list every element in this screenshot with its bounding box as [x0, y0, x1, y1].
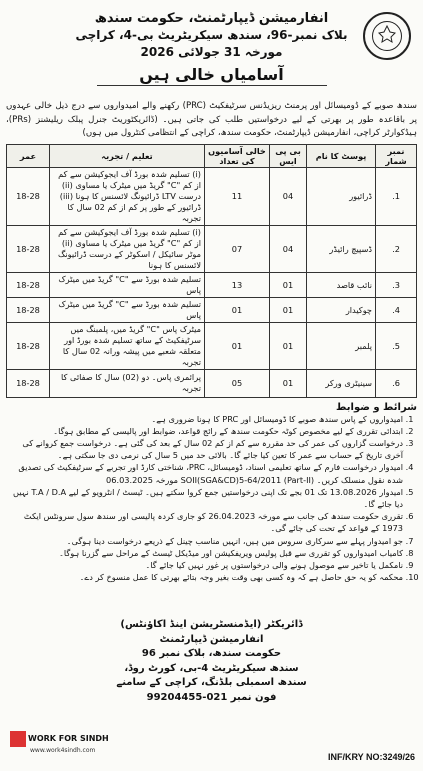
cell-sno: 5.: [376, 322, 417, 369]
signatory-block: [6, 618, 417, 705]
cell-post: ڈرائیور: [307, 167, 376, 225]
list-item: 9. نامکمل یا تاخیر سے موصول ہونے والی درخواستوں پر غور نہیں کیا جائے گا۔: [6, 559, 403, 571]
cell-sno: 2.: [376, 225, 417, 272]
table-row: [7, 322, 417, 369]
work-for-sindh-logo: [10, 728, 114, 754]
list-item: 8. کامیاب امیدواروں کو تقرری سے قبل پولیس ویریفکیشن اور میڈیکل ٹیسٹ کے مراحل سے گزرنا ہوگا۔: [6, 547, 403, 559]
cell-post: پلمبر: [307, 322, 376, 369]
cell-post: نائب قاصد: [307, 272, 376, 297]
cell-count: 07: [205, 225, 270, 272]
cell-count: 01: [205, 322, 270, 369]
list-item: 3. درخواست گزاروں کی عمر کی حد مقررہ سے کم از کم 02 سال کے بعد کی گئی ہے۔ درخواست جمع کروانے کی آخری تاریخ کے حساب سے عمر کا تعین کیا جائے گا۔ بالائی حد میں 5 سال کی نرمی دی جا سکتی ہے۔: [6, 437, 403, 461]
cell-bps: 01: [270, 369, 307, 397]
table-row: [7, 297, 417, 322]
col-header-bps: بی پی ایس: [270, 144, 307, 167]
cell-count: 13: [205, 272, 270, 297]
list-item: 6. تقرری حکومت سندھ کی جانب سے مورخہ 26.04.2023 کو جاری کردہ پالیسی اور سندھ سول سرونٹس ایکٹ 1973 کے قواعد کے تحت کی جائے گی۔: [6, 510, 403, 534]
cell-age: 18-28: [7, 322, 50, 369]
cell-qualification: تسلیم شدہ بورڈ سے "C" گریڈ میں میٹرک پاس: [50, 272, 205, 297]
list-item: 5. امیدوار 13.08.2026 تک 01 بجے تک اپنی درخواستیں جمع کروا سکتے ہیں۔ ٹیسٹ / انٹرویو کے لیے T.A / D.A نہیں دیا جائے گا۔: [6, 486, 403, 510]
cell-count: 11: [205, 167, 270, 225]
cell-qualification: میٹرک پاس "C" گریڈ میں، پلمبنگ میں سرٹیفکیٹ کے ساتھ تسلیم شدہ بورڈ اور متعلقہ شعبے میں پیشہ ورانہ 02 سال کا تجربہ: [50, 322, 205, 369]
cell-qualification: (i) تسلیم شدہ بورڈ آف ایجوکیشن سے کم از کم "C" گریڈ میں میٹرک یا مساوی (ii) موٹر سائیکل / اسکوٹر کے درست ڈرائیونگ لائسنس کا ہونا: [50, 225, 205, 272]
cell-post: ڈسپیچ رائیڈر: [307, 225, 376, 272]
seal-emblem-icon: [377, 24, 397, 44]
list-item: 1. امیدواروں کے پاس سندھ صوبے کا ڈومیسائل اور PRC کا ہونا ضروری ہے۔: [6, 413, 403, 425]
cell-qualification: (i) تسلیم شدہ بورڈ آف ایجوکیشن سے کم از کم "C" گریڈ میں میٹرک یا مساوی (ii) درست LTV ڈرائیونگ لائسنس کا ہونا (iii) ڈرائیور کے طور پر کم از کم 02 سال کا تجربہ: [50, 167, 205, 225]
col-header-count: خالی آسامیوں کی تعداد: [205, 144, 270, 167]
cell-sno: 1.: [376, 167, 417, 225]
cell-age: 18-28: [7, 225, 50, 272]
table-row: [7, 167, 417, 225]
cell-post: سینیٹری ورکر: [307, 369, 376, 397]
signatory-address-1: حکومت سندھ، بلاک نمبر 96: [141, 648, 282, 659]
cell-bps: 04: [270, 167, 307, 225]
cell-bps: 04: [270, 225, 307, 272]
cell-count: 01: [205, 297, 270, 322]
terms-title: شرائط و ضوابط: [336, 401, 417, 413]
list-item: 2. ابتدائی تقرری کے لیے مخصوص کوٹہ حکومت سندھ کے رائج قواعد، ضوابط اور پالیسی کے مطابق ہوگا۔: [6, 425, 403, 437]
list-item: 4. امیدوار درخواست فارم کے ساتھ تعلیمی اسناد، ڈومیسائل، PRC، شناختی کارڈ اور تجربے کے سرٹیفکیٹ کی تصدیق شدہ نقول منسلک کریں۔ SOII(SGA&CD)5-64/2011 (Part-II) مورخہ 06.03.2025: [6, 461, 403, 485]
cell-age: 18-28: [7, 297, 50, 322]
cell-post: چوکیدار: [307, 297, 376, 322]
cell-age: 18-28: [7, 369, 50, 397]
cell-bps: 01: [270, 322, 307, 369]
cell-count: 05: [205, 369, 270, 397]
logo-mark-icon: [10, 731, 26, 747]
vacancies-table: [6, 144, 417, 398]
cell-qualification: پرائمری پاس۔ دو (02) سال کا صفائی کا تجربہ: [50, 369, 205, 397]
table-row: [7, 225, 417, 272]
logo-url: www.work4sindh.com: [30, 747, 96, 754]
signatory-address-2: سندھ سیکریٹریٹ 4-بی، کورٹ روڈ،: [124, 662, 299, 674]
table-row: [7, 272, 417, 297]
table-header-row: [7, 144, 417, 167]
signatory-department: انفارمیشن ڈیپارٹمنٹ: [159, 633, 264, 645]
signatory-title: ڈائریکٹر (ایڈمنسٹریشن اینڈ اکاؤنٹس): [120, 619, 303, 630]
col-header-qualification: تعلیم / تجربہ: [50, 144, 205, 167]
logo-text: WORK FOR SINDH: [28, 734, 109, 743]
col-header-age: عمر: [7, 144, 50, 167]
col-header-sno: نمبر شمار: [376, 144, 417, 167]
cell-sno: 6.: [376, 369, 417, 397]
page-title: آسامیاں خالی ہیں: [97, 65, 327, 86]
cell-qualification: تسلیم شدہ بورڈ سے "C" گریڈ میں میٹرک پاس: [50, 297, 205, 322]
terms-list: [6, 413, 417, 584]
list-item: 10. محکمہ کو یہ حق حاصل ہے کہ وہ کسی بھی وقت بغیر وجہ بتائے بھرتی کا عمل منسوخ کر دے۔: [6, 571, 403, 583]
header: [6, 10, 417, 96]
department-address: بلاک نمبر-96، سندھ سیکریٹریٹ بی-4، کراچی: [75, 28, 348, 42]
cell-age: 18-28: [7, 167, 50, 225]
cell-bps: 01: [270, 297, 307, 322]
terms-section: [6, 402, 417, 584]
footer: [6, 618, 417, 768]
government-seal-icon: [363, 12, 411, 60]
cell-sno: 4.: [376, 297, 417, 322]
notice-date: مورخہ 31 جولائی 2026: [140, 45, 283, 59]
table-row: [7, 369, 417, 397]
cell-bps: 01: [270, 272, 307, 297]
intro-paragraph: سندھ صوبے کے ڈومیسائل اور پرمنٹ ریزیڈنس سرٹیفکیٹ (PRC) رکھنے والے امیدواروں سے درج ذیل خالی عہدوں پر باقاعدہ طور پر بھرتی کے لیے درخواستیں طلب کی جاتی ہیں۔ (ڈائریکٹوریٹ جنرل پبلک ریلیشنز (PRs)، ہیڈکوارٹر کراچی، انفارمیشن ڈیپارٹمنٹ، حکومت سندھ، کراچی کے انتظامی کنٹرول میں ہوں): [6, 101, 417, 138]
signatory-address-3: سندھ اسمبلی بلڈنگ، کراچی کے سامنے: [116, 677, 307, 688]
cell-sno: 3.: [376, 272, 417, 297]
cell-age: 18-28: [7, 272, 50, 297]
department-name: انفارمیشن ڈیپارٹمنٹ، حکومت سندھ: [94, 11, 329, 26]
col-header-post: پوسٹ کا نام: [307, 144, 376, 167]
reference-number: INF/KRY NO:3249/26: [327, 752, 415, 762]
list-item: 7. جو امیدوار پہلے سے سرکاری سروس میں ہیں، انہیں مناسب چینل کے ذریعے درخواست دینا ہوگی۔: [6, 535, 403, 547]
signatory-phone: فون نمبر 021-99204455: [146, 691, 277, 703]
